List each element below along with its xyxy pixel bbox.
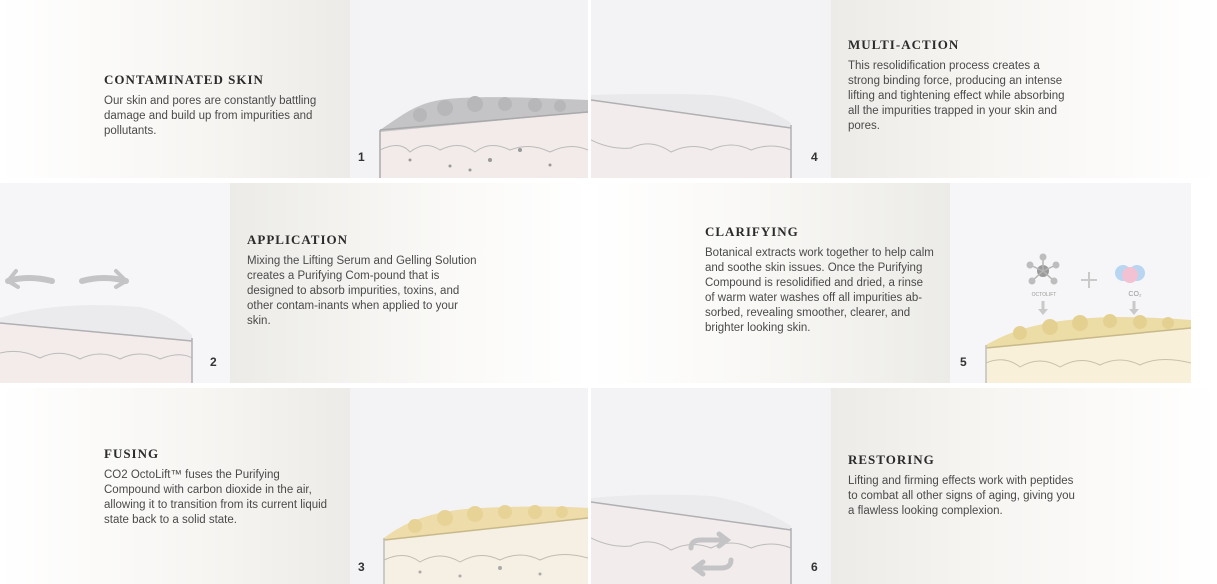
step-6-number: 6 — [811, 560, 818, 574]
step-2-title: APPLICATION — [247, 232, 349, 247]
step-5-illustration — [950, 183, 1191, 383]
co2-label: CO₂ — [1128, 291, 1142, 298]
step-1-number: 1 — [358, 150, 365, 164]
step-3-illustration — [350, 388, 588, 584]
clarifying-image — [950, 183, 1191, 383]
step-6-illustration — [591, 388, 831, 584]
step-6-text-panel — [831, 388, 1217, 584]
step-1-illustration — [350, 0, 588, 178]
step-6-title: RESTORING — [848, 452, 935, 467]
step-2-number: 2 — [210, 355, 217, 369]
step-3-body: CO2 OctoLift™ fuses the Purifying Compound with carbon dioxide in the air, allowing it to transition from its current liquid state back to a solid state. — [104, 469, 328, 526]
step-1-text-panel — [0, 0, 350, 178]
step-4-number: 4 — [811, 150, 818, 164]
step-5-number: 5 — [960, 355, 967, 369]
step-2-illustration — [0, 183, 230, 383]
co2-molecule-icon — [1115, 265, 1145, 283]
step-4-title: MULTI-ACTION — [848, 37, 960, 52]
step-1-body: Our skin and pores are constantly battling damage and build up from impurities and pollutants. — [104, 95, 317, 137]
restoring-image — [591, 388, 831, 584]
step-6-body: Lifting and firming effects work with peptides to combat all other signs of aging, giving you a flawless looking complexion. — [848, 475, 1075, 517]
step-5-title: CLARIFYING — [705, 224, 799, 239]
step-4-text-panel — [831, 0, 1217, 178]
application-image — [0, 183, 230, 383]
step-2-body: Mixing the Lifting Serum and Gelling Solution creates a Purifying Com-pound that is designed to absorb impurities, toxins, and other contam-inants when applied to your skin. — [247, 255, 477, 327]
contaminated-skin-image — [350, 0, 588, 178]
step-3-number: 3 — [358, 560, 365, 574]
step-2-5-text-panel — [230, 183, 950, 383]
step-4-illustration — [591, 0, 831, 178]
fusing-image — [350, 388, 588, 584]
octolift-molecule-icon — [1027, 254, 1060, 285]
step-3-text-panel — [0, 388, 350, 584]
step-4-body: This resolidification process creates a strong binding force, producing an intense lifting and tightening effect while absorbing all the impurities trapped in your skin and pores. — [848, 60, 1065, 132]
multi-action-image — [591, 0, 831, 178]
octolift-label: OCTOLIFT — [1031, 292, 1057, 298]
step-1-title: CONTAMINATED SKIN — [104, 72, 264, 87]
step-3-title: FUSING — [104, 446, 160, 461]
step-5-body: Botanical extracts work together to help calm and soothe skin issues. Once the Purifying Compound is resolidified and dried, a rinse of warm water washes off all impurities ab-sorbed, revealing smoother, clearer, and brighter looking skin. — [705, 247, 934, 334]
